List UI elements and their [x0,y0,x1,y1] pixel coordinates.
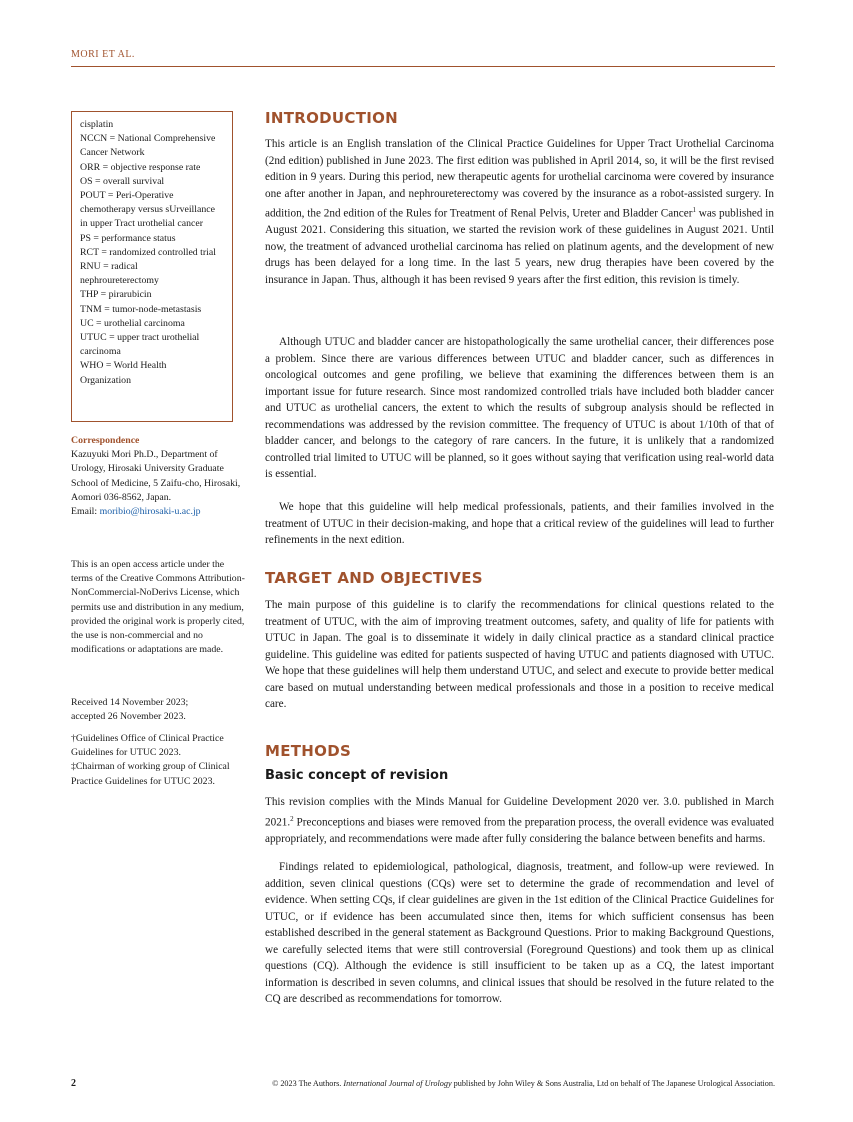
footnotes [71,732,247,789]
journal-name: International Journal of Urology [343,1079,452,1088]
correspondence-label: Correspondence [71,435,140,446]
introduction-heading: INTRODUCTION [265,109,399,127]
citation-2[interactable]: 2 [290,814,294,823]
introduction-paragraph-2: Although UTUC and bladder cancer are histopathologically the same urothelial cancer, their differences pose a problem. Since there are various differences between UTUC and bladder cancer, such as differences in oncological outcomes and gene profiling, we believe that examining the differences between them is an important issue for future research. Since most randomized controlled trials have included both bladder cancer and UTUC as urothelial cancers, the extent to which the results of subgroup analysis should be reflected in recommendations was addressed by the revision committee. The frequency of UTUC is about 1/10th of that of bladder cancer, and belongs to the category of rare cancers. In the future, it is unlikely that a randomized controlled trial limited to UTUC will be planned, so it goes without saying that verification using real-world data is essential. [265,336,774,480]
license-text: This is an open access article under the terms of the Creative Commons Attribution-NonCommercial-NoDerivs License, which permits use and distribution in any medium, provided the original work is properly cited, the use is non-commercial and no modifications or adaptations are made. [71,559,245,656]
abbreviation-item: PS = performance status [80,232,176,244]
abbreviation-item: ORR = objective response rate [80,161,201,173]
abbreviation-item: UTUC = upper tract urothelial carcinoma [80,332,200,358]
received-dates: Received 14 November 2023; accepted 26 November 2023. [71,697,189,723]
running-head: MORI ET AL. [71,49,135,60]
introduction-paragraph-3: We hope that this guideline will help medical professionals, patients, and their families involved in the treatment of UTUC in their decision-making, and hope that a critical review of the guidelines will lead to further refinements in the next edition. [265,501,774,546]
header-rule [71,66,775,67]
methods-heading: METHODS [265,742,352,760]
methods-paragraph-1: This revision complies with the Minds Manual for Guideline Development 2020 ver. 3.0. published in March 2021.$^2$ Preconceptions and biases were removed from the preparation process, the overall evidence was evaluated appropriately, and recommendations were made after fully considering the balance between benefits and harms. [265,796,774,845]
correspondence-email-line [71,505,251,519]
footnote-dagger: †Guidelines Office of Clinical Practice Guidelines for UTUC 2023. [71,733,224,759]
footnote-double-dagger: ‡Chairman of working group of Clinical Practice Guidelines for UTUC 2023. [71,761,230,787]
methods-subheading: Basic concept of revision [265,768,449,783]
target-paragraph: The main purpose of this guideline is to clarify the recommendations for clinical questions related to the treatment of UTUC, with the aim of improving treatment outcomes, safety, and quality of life for patients with UTUC in Japan. The goal is to disseminate it widely in daily clinical practice as a standard clinical practice guideline. This guideline was edited for patients suspected of having UTUC and patients diagnosed with UTUC. We hope that these guidelines will help them understand UTUC, and select and execute to provide better medical care based on mutual understanding between medical professionals and those in a position to receive medical care. [265,599,774,710]
abbreviation-item: cisplatin [80,119,114,130]
abbreviations-box [71,111,233,422]
abbreviation-item: POUT = Peri-Operative chemotherapy versus sUrveillance in upper Tract urothelial cancer [80,190,215,230]
abbreviation-item: WHO = World Health Organization [80,360,167,386]
target-heading: TARGET AND OBJECTIVES [265,569,483,587]
abbreviation-item: THP = pirarubicin [80,289,152,301]
email-link[interactable]: moribio@hirosaki-u.ac.jp [99,506,201,518]
abbreviation-item: TNM = tumor-node-metastasis [80,303,202,315]
abbreviation-item: OS = overall survival [80,175,165,187]
abbreviation-item: RCT = randomized controlled trial [80,246,216,258]
introduction-paragraph-1: This article is an English translation of the Clinical Practice Guidelines for Upper Tract Urothelial Carcinoma (2nd edition) published in June 2023. The first edition was published in April 2014, so, it will be the first revised edition in 9 years. During this period, new therapeutic agents for urothelial carcinoma were covered by insurance one after another in Japan, and nephroureterectomy was covered by the insurance as a robot-assisted surgery. In addition, the 2nd edition of the Rules for Treatment of Renal Pelvis, Ureter and Bladder Cancer$^1$ was published in August 2021. Considering this situation, we started the revision work of these guidelines in August 2021. Until now, the treatment of advanced urothelial carcinoma has relied on platinum agents, and the development of new drugs has been delayed for a long time. In the last 5 years, new drug therapies have been covered by the insurance in Japan. Thus, although it has been revised 9 years after the first edition, this revision is timely. [265,138,774,286]
copyright-notice: © 2023 The Authors. International Journal of Urology published by John Wiley & Sons Australia, Ltd on behalf of The Japanese Urological Association. [272,1079,775,1088]
abbreviation-item: NCCN = National Comprehensive Cancer Network [80,133,216,159]
page-number: 2 [71,1078,76,1089]
abbreviation-item: RNU = radical nephroureterectomy [80,261,159,287]
correspondence-text: Kazuyuki Mori Ph.D., Department of Urology, Hirosaki University Graduate School of Medicine, 5 Zaifu-cho, Hirosaki, Aomori 036-8562, Japan. [71,449,241,503]
abbreviation-item: UC = urothelial carcinoma [80,317,185,329]
correspondence-block [71,434,251,519]
citation-1[interactable]: 1 [692,206,696,214]
methods-paragraph-2: Findings related to epidemiological, pathological, diagnosis, treatment, and follow-up were reviewed. In addition, seven clinical questions (CQs) were set to determine the grade of recommendation and level of evidence. When setting CQs, if clear guidelines are given in the 1st edition of the Clinical Practice Guidelines for UTUC, or if evidence has been accumulated since then, items for which sufficient consensus has been established described in the general statement as Background Questions. Prior to making Background Questions, we carefully selected items that were still controversial (Foreground Questions) and took them up as clinical questions (CQ). Although the evidence is still insufficient to be taken up as a CQ, the latest important information is described in seven columns, and clinical issues that should be resolved in the future related to the CQ are described as recommendations for tomorrow. [265,861,774,1005]
email-label: Email: [71,506,98,518]
